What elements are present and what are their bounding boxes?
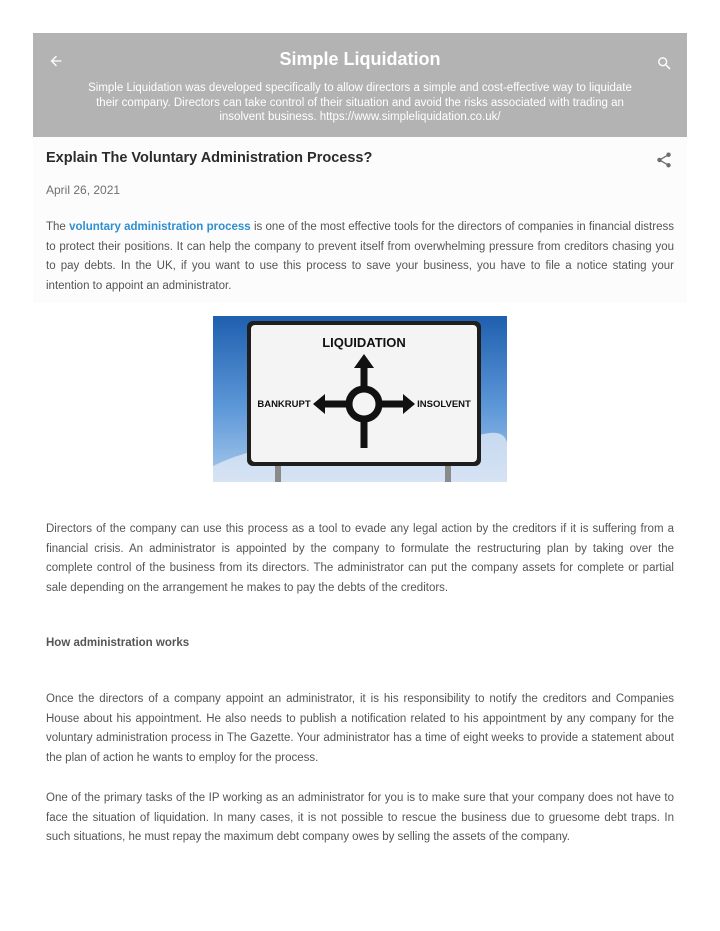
body-paragraph-2: Directors of the company can use this process as a tool to evade any legal action by the creditors if it is suffering from a financial crisis. An administrator is appointed by the company to formulate the restructuring plan by taking over the complete control of the business from its directors. The administrator can put the company assets for complete or partial sale depending on the arrangement he makes to pay the debts of the creditors. [46, 523, 674, 595]
body-paragraph-4: One of the primary tasks of the IP working as an administrator for you is to make sure that your company does not have to face the situation of liquidation. In many cases, it is not possible to rescue the business due to gruesome debt traps. In such situations, he must repay the maximum debt company owes by selling the assets of the company. [46, 792, 674, 844]
share-icon [655, 151, 673, 169]
blog-header [33, 33, 687, 137]
intro-text-after: is one of the most effective tools for the directors of companies in financial distress to protect their positions. It can help the company to prevent itself from overwhelming pressure from creditors chasing you to pay debts. In the UK, if you want to use this process to save your business, you have to file a notice stating your intention to appoint an administrator. [46, 221, 674, 293]
intro-paragraph [46, 218, 674, 297]
section-heading: How administration works [46, 637, 190, 649]
intro-text-before: The [46, 221, 70, 233]
search-icon [656, 55, 673, 72]
sign-right-label: INSOLVENT [417, 399, 471, 410]
blog-title[interactable]: Simple Liquidation [279, 49, 441, 69]
sign-left-label: BANKRUPT [257, 399, 311, 410]
search-button[interactable] [653, 52, 675, 74]
post-date[interactable]: April 26, 2021 [46, 183, 121, 197]
voluntary-administration-link[interactable]: voluntary administration process [69, 221, 251, 233]
blog-description: Simple Liquidation was developed specifically to allow directors a simple and cost-effective way to liquidate their company. Directors can take control of their situation and avoid the risks associated with trading an insolvent business. https://www.simpleliquidation.co.uk/ [88, 82, 632, 123]
liquidation-sign-image [213, 316, 507, 482]
post-title[interactable]: Explain The Voluntary Administration Process? [46, 150, 373, 166]
share-button[interactable] [655, 151, 673, 169]
sign-title: LIQUIDATION [322, 335, 406, 350]
body-paragraph-3: Once the directors of a company appoint an administrator, it is his responsibility to notify the creditors and Companies House about his appointment. He also needs to publish a notification related to his appointment by any company for the voluntary administration process in The Gazette. Your administrator has a time of eight weeks to provide a statement about the plan of action he wants to employ for the process. [46, 693, 674, 765]
